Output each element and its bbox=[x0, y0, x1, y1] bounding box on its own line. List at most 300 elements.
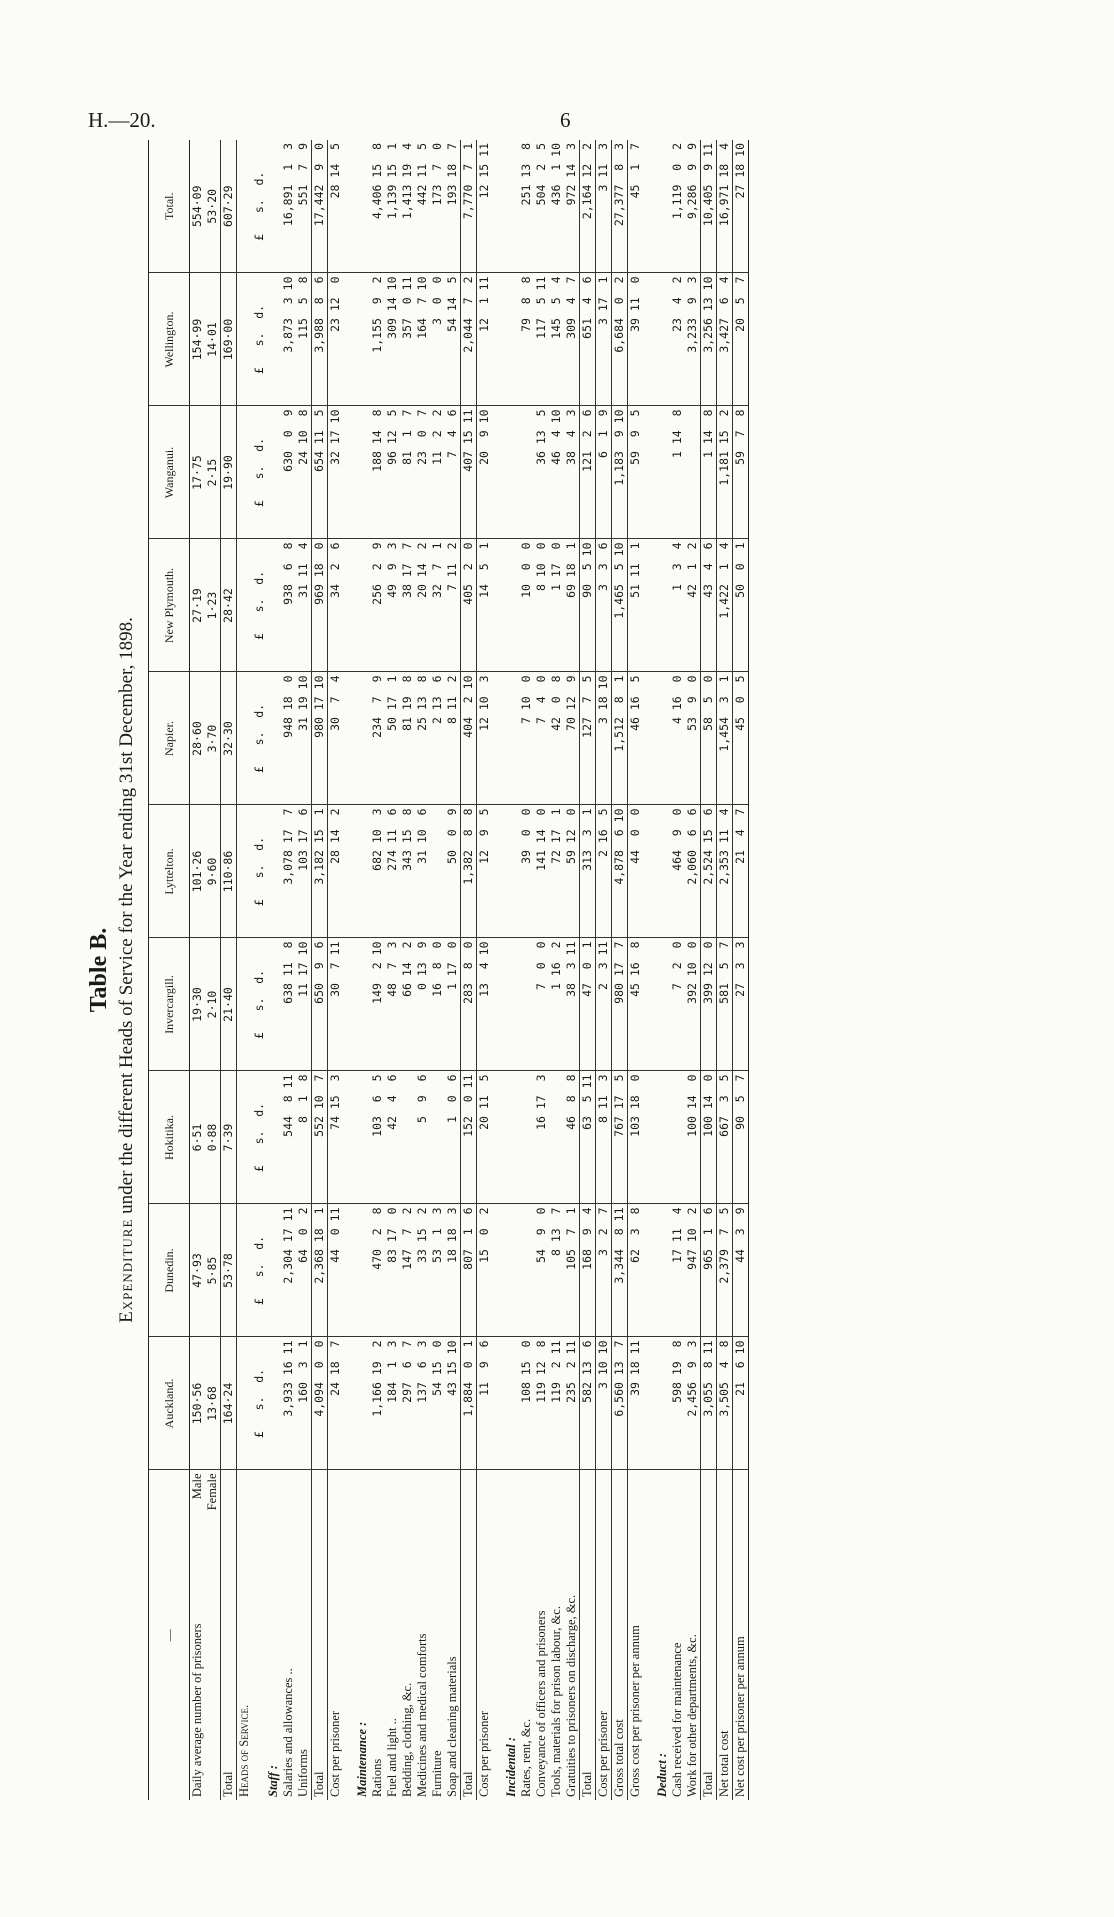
col-header: New Plymouth. bbox=[149, 539, 190, 672]
empty-cell bbox=[266, 672, 281, 805]
value-cell: 938 6 8 bbox=[281, 539, 296, 672]
value-cell: 43 15 10 bbox=[445, 1337, 461, 1470]
empty-cell bbox=[655, 140, 670, 273]
value-cell: 1 17 0 bbox=[445, 938, 461, 1071]
value-cell bbox=[400, 1071, 415, 1204]
value-cell: 28 14 2 bbox=[328, 805, 344, 938]
empty-cell bbox=[355, 140, 370, 273]
value-cell: 47 0 1 bbox=[580, 938, 596, 1071]
value-cell: 7 10 0 bbox=[519, 672, 534, 805]
value-cell: 3,505 4 8 bbox=[717, 1337, 733, 1470]
value-cell: 46 16 5 bbox=[628, 672, 644, 805]
col-header: Napier. bbox=[149, 672, 190, 805]
value-cell: 3 2 7 bbox=[596, 1204, 612, 1337]
row-net-per-prisoner-label: Net cost per prisoner per annum bbox=[733, 1470, 749, 1800]
value-cell: 3,055 8 11 bbox=[701, 1337, 717, 1470]
value-cell: 8 13 7 bbox=[549, 1204, 564, 1337]
value-cell: 32 7 1 bbox=[430, 539, 445, 672]
value-cell: 1,155 9 2 bbox=[370, 273, 385, 406]
value-cell: 30 7 11 bbox=[328, 938, 344, 1071]
value-cell: 44 0 11 bbox=[328, 1204, 344, 1337]
value-cell: 24 18 7 bbox=[328, 1337, 344, 1470]
rotated-table-page bbox=[82, 140, 1062, 1800]
value-cell: 598 19 8 bbox=[670, 1337, 685, 1470]
subtitle-prefix: Expenditure bbox=[116, 1218, 137, 1323]
value-cell: 62 3 8 bbox=[628, 1204, 644, 1337]
value-cell: 1 0 6 bbox=[445, 1071, 461, 1204]
value-cell: 251 13 8 bbox=[519, 140, 534, 273]
row-medicines bbox=[415, 140, 430, 1800]
value-cell: 313 3 1 bbox=[580, 805, 596, 938]
row-conveyance-label: Conveyance of officers and prisoners bbox=[534, 1610, 548, 1797]
spacer-cell bbox=[492, 938, 504, 1071]
col-header: Invercargill. bbox=[149, 938, 190, 1071]
row-rations bbox=[370, 140, 385, 1800]
value-cell: 3,344 8 11 bbox=[612, 1204, 628, 1337]
value-cell: 53·78 bbox=[221, 1204, 237, 1337]
row-gross-total bbox=[612, 140, 628, 1800]
value-cell: 581 5 7 bbox=[717, 938, 733, 1071]
units-cell: £ s. d. bbox=[252, 406, 266, 539]
empty-cell bbox=[266, 1204, 281, 1337]
row-deduct-total bbox=[701, 140, 717, 1800]
value-cell bbox=[549, 1071, 564, 1204]
value-cell bbox=[519, 1071, 534, 1204]
value-cell: 2·15 bbox=[205, 406, 221, 539]
value-cell: 121 2 6 bbox=[580, 406, 596, 539]
value-cell: 90 5 7 bbox=[733, 1071, 749, 1204]
value-cell: 193 18 7 bbox=[445, 140, 461, 273]
value-cell: 1 14 8 bbox=[701, 406, 717, 539]
spacer-cell bbox=[643, 273, 655, 406]
value-cell: 582 13 6 bbox=[580, 1337, 596, 1470]
value-cell: 66 14 2 bbox=[400, 938, 415, 1071]
value-cell: 3 3 6 bbox=[596, 539, 612, 672]
spacer-cell bbox=[492, 273, 504, 406]
value-cell: 1,166 19 2 bbox=[370, 1337, 385, 1470]
value-cell: 50 0 1 bbox=[733, 539, 749, 672]
value-cell: 53 1 3 bbox=[430, 1204, 445, 1337]
spacer-cell bbox=[343, 1204, 355, 1337]
row-furniture-label: Furniture bbox=[430, 1750, 444, 1797]
row-rations-label: Rations bbox=[370, 1758, 384, 1797]
value-cell: 3,933 16 11 bbox=[281, 1337, 296, 1470]
value-cell: 69 18 1 bbox=[564, 539, 580, 672]
value-cell: 2 13 6 bbox=[430, 672, 445, 805]
value-cell: 399 12 0 bbox=[701, 938, 717, 1071]
value-cell: 150·56 bbox=[190, 1337, 206, 1470]
value-cell: 42 4 6 bbox=[385, 1071, 400, 1204]
spacer-row bbox=[643, 140, 655, 1800]
spacer-cell bbox=[643, 938, 655, 1071]
empty-cell bbox=[237, 1204, 253, 1337]
value-cell: 1,119 0 2 bbox=[670, 140, 685, 273]
value-cell: 70 12 9 bbox=[564, 672, 580, 805]
empty-cell bbox=[237, 938, 253, 1071]
value-cell: 464 9 0 bbox=[670, 805, 685, 938]
value-cell: 45 16 8 bbox=[628, 938, 644, 1071]
row-female-label: Female bbox=[205, 1473, 219, 1511]
value-cell: 651 4 6 bbox=[580, 273, 596, 406]
value-cell: 357 0 11 bbox=[400, 273, 415, 406]
value-cell: 544 8 11 bbox=[281, 1071, 296, 1204]
value-cell: 12 15 11 bbox=[477, 140, 493, 273]
row-heads-of-service bbox=[237, 140, 253, 1800]
value-cell: 54 14 5 bbox=[445, 273, 461, 406]
value-cell: 42 1 2 bbox=[685, 539, 701, 672]
value-cell: 12 1 11 bbox=[477, 273, 493, 406]
value-cell: 407 15 11 bbox=[461, 406, 477, 539]
value-cell: 8 11 3 bbox=[596, 1071, 612, 1204]
row-gross-per-prisoner-label: Gross cost per prisoner per annum bbox=[628, 1625, 642, 1797]
value-cell: 3,427 6 4 bbox=[717, 273, 733, 406]
value-cell: 2,524 15 6 bbox=[701, 805, 717, 938]
value-cell: 3,078 17 7 bbox=[281, 805, 296, 938]
empty-cell bbox=[504, 406, 519, 539]
row-work-other-depts-label: Work for other departments, &c. bbox=[685, 1634, 699, 1797]
value-cell: 2,044 7 2 bbox=[461, 273, 477, 406]
row-net-total bbox=[717, 140, 733, 1800]
value-cell: 2,060 6 6 bbox=[685, 805, 701, 938]
value-cell: 149 2 10 bbox=[370, 938, 385, 1071]
row-salaries bbox=[281, 140, 296, 1800]
empty-cell bbox=[266, 273, 281, 406]
units-cell: £ s. d. bbox=[252, 273, 266, 406]
value-cell: 405 2 0 bbox=[461, 539, 477, 672]
row-maintenance-cost-per-prisoner bbox=[477, 140, 493, 1800]
value-cell: 3 10 10 bbox=[596, 1337, 612, 1470]
value-cell: 39 0 0 bbox=[519, 805, 534, 938]
value-cell: 309 4 7 bbox=[564, 273, 580, 406]
value-cell: 1·23 bbox=[205, 539, 221, 672]
value-cell: 51 11 1 bbox=[628, 539, 644, 672]
row-staff-heading bbox=[266, 140, 281, 1800]
value-cell: 1,465 5 10 bbox=[612, 539, 628, 672]
value-cell: 36 13 5 bbox=[534, 406, 549, 539]
header-row bbox=[149, 140, 190, 1800]
value-cell bbox=[519, 406, 534, 539]
value-cell: 27 3 3 bbox=[733, 938, 749, 1071]
row-incidental-heading bbox=[504, 140, 519, 1800]
spacer-cell bbox=[492, 140, 504, 273]
value-cell: 64 0 2 bbox=[296, 1204, 312, 1337]
units-cell: £ s. d. bbox=[252, 140, 266, 273]
units-cell: £ s. d. bbox=[252, 938, 266, 1071]
spacer-cell bbox=[343, 1337, 355, 1470]
value-cell: 38 17 7 bbox=[400, 539, 415, 672]
value-cell: 343 15 8 bbox=[400, 805, 415, 938]
empty-cell bbox=[266, 1071, 281, 1204]
empty-cell bbox=[504, 1071, 519, 1204]
value-cell: 28 14 5 bbox=[328, 140, 344, 273]
value-cell: 50 0 9 bbox=[445, 805, 461, 938]
row-work-other-depts bbox=[685, 140, 701, 1800]
value-cell: 54 15 0 bbox=[430, 1337, 445, 1470]
value-cell: 46 8 8 bbox=[564, 1071, 580, 1204]
value-cell: 53 9 0 bbox=[685, 672, 701, 805]
row-incidental-cost-per-prisoner bbox=[596, 140, 612, 1800]
empty-cell bbox=[504, 672, 519, 805]
value-cell: 154·99 bbox=[190, 273, 206, 406]
value-cell: 47·93 bbox=[190, 1204, 206, 1337]
value-cell: 21·40 bbox=[221, 938, 237, 1071]
value-cell: 980 17 7 bbox=[612, 938, 628, 1071]
value-cell: 11 9 6 bbox=[477, 1337, 493, 1470]
value-cell: 164·24 bbox=[221, 1337, 237, 1470]
row-conveyance bbox=[534, 140, 549, 1800]
value-cell: 8 10 0 bbox=[534, 539, 549, 672]
row-staff-total bbox=[312, 140, 328, 1800]
row-maintenance-total bbox=[461, 140, 477, 1800]
empty-cell bbox=[355, 406, 370, 539]
value-cell: 110·86 bbox=[221, 805, 237, 938]
value-cell: 7 4 0 bbox=[534, 672, 549, 805]
value-cell: 234 7 9 bbox=[370, 672, 385, 805]
value-cell: 152 0 11 bbox=[461, 1071, 477, 1204]
value-cell: 28·60 bbox=[190, 672, 206, 805]
spacer-cell bbox=[643, 1470, 655, 1800]
empty-cell bbox=[655, 938, 670, 1071]
value-cell: 12 9 5 bbox=[477, 805, 493, 938]
value-cell: 23 4 2 bbox=[670, 273, 685, 406]
value-cell: 8 11 2 bbox=[445, 672, 461, 805]
empty-cell bbox=[237, 1337, 253, 1470]
row-staff-heading-label: Staff : bbox=[266, 1764, 280, 1797]
value-cell: 969 18 0 bbox=[312, 539, 328, 672]
value-cell: 39 18 11 bbox=[628, 1337, 644, 1470]
row-soap-label: Soap and cleaning materials bbox=[445, 1656, 459, 1797]
spacer-cell bbox=[343, 273, 355, 406]
value-cell: 235 2 11 bbox=[564, 1337, 580, 1470]
value-cell: 4,878 6 10 bbox=[612, 805, 628, 938]
value-cell: 119 2 11 bbox=[549, 1337, 564, 1470]
value-cell: 20 9 10 bbox=[477, 406, 493, 539]
value-cell: 667 3 5 bbox=[717, 1071, 733, 1204]
value-cell: 117 5 11 bbox=[534, 273, 549, 406]
value-cell: 21 4 7 bbox=[733, 805, 749, 938]
value-cell: 31 19 10 bbox=[296, 672, 312, 805]
value-cell: 45 1 7 bbox=[628, 140, 644, 273]
value-cell: 552 10 7 bbox=[312, 1071, 328, 1204]
page-number: 6 bbox=[560, 108, 571, 132]
table-subtitle bbox=[116, 140, 148, 1800]
row-net-total-label: Net total cost bbox=[717, 1470, 733, 1800]
empty-cell bbox=[266, 539, 281, 672]
units-cell: £ s. d. bbox=[252, 1071, 266, 1204]
spacer-row bbox=[492, 140, 504, 1800]
spacer-cell bbox=[492, 539, 504, 672]
value-cell: 15 0 2 bbox=[477, 1204, 493, 1337]
value-cell: 5 9 6 bbox=[415, 1071, 430, 1204]
value-cell: 32 17 10 bbox=[328, 406, 344, 539]
row-soap bbox=[445, 140, 461, 1800]
value-cell: 1,181 15 2 bbox=[717, 406, 733, 539]
subtitle-rest: under the different Heads of Service for the Year ending 31st December, 1898. bbox=[116, 617, 137, 1219]
row-staff-cost-per-prisoner-label: Cost per prisoner bbox=[328, 1710, 342, 1797]
spacer-cell bbox=[643, 805, 655, 938]
value-cell: 21 6 10 bbox=[733, 1337, 749, 1470]
empty-cell bbox=[266, 140, 281, 273]
spacer-cell bbox=[343, 140, 355, 273]
value-cell: 39 11 0 bbox=[628, 273, 644, 406]
value-cell: 10,405 9 11 bbox=[701, 140, 717, 273]
empty-cell bbox=[266, 805, 281, 938]
value-cell: 1,413 19 4 bbox=[400, 140, 415, 273]
value-cell: 23 0 7 bbox=[415, 406, 430, 539]
row-net-per-prisoner bbox=[733, 140, 749, 1800]
units-label-cell bbox=[252, 1470, 266, 1800]
spacer-cell bbox=[643, 1071, 655, 1204]
row-deduct-heading-label: Deduct : bbox=[655, 1752, 669, 1797]
value-cell: 50 17 1 bbox=[385, 672, 400, 805]
value-cell: 19·30 bbox=[190, 938, 206, 1071]
spacer-cell bbox=[492, 805, 504, 938]
empty-cell bbox=[504, 140, 519, 273]
value-cell: 53·20 bbox=[205, 140, 221, 273]
value-cell: 103 17 6 bbox=[296, 805, 312, 938]
value-cell: 470 2 8 bbox=[370, 1204, 385, 1337]
value-cell: 607·29 bbox=[221, 140, 237, 273]
row-deduct-total-label: Total bbox=[701, 1470, 717, 1800]
empty-cell bbox=[355, 1204, 370, 1337]
col-header: Hokitika. bbox=[149, 1071, 190, 1204]
value-cell: 12 10 3 bbox=[477, 672, 493, 805]
row-gross-per-prisoner bbox=[628, 140, 644, 1800]
value-cell: 17,442 9 0 bbox=[312, 140, 328, 273]
row-furniture bbox=[430, 140, 445, 1800]
value-cell: 6,684 0 2 bbox=[612, 273, 628, 406]
spacer-cell bbox=[492, 1204, 504, 1337]
row-incidental-heading-label: Incidental : bbox=[504, 1736, 518, 1797]
value-cell: 1,454 3 1 bbox=[717, 672, 733, 805]
spacer-cell bbox=[643, 406, 655, 539]
value-cell: 59 12 0 bbox=[564, 805, 580, 938]
value-cell: 101·26 bbox=[190, 805, 206, 938]
value-cell: 14 5 1 bbox=[477, 539, 493, 672]
value-cell: 1,139 15 1 bbox=[385, 140, 400, 273]
value-cell: 20 5 7 bbox=[733, 273, 749, 406]
value-cell: 972 14 3 bbox=[564, 140, 580, 273]
value-cell: 58 5 0 bbox=[701, 672, 717, 805]
value-cell: 27·19 bbox=[190, 539, 206, 672]
value-cell: 20 14 2 bbox=[415, 539, 430, 672]
value-cell: 127 7 5 bbox=[580, 672, 596, 805]
value-cell: 630 0 9 bbox=[281, 406, 296, 539]
page-header-reference: H.—20. bbox=[88, 108, 156, 132]
value-cell: 72 17 1 bbox=[549, 805, 564, 938]
value-cell: 8 1 8 bbox=[296, 1071, 312, 1204]
row-staff-total-label: Total bbox=[312, 1470, 328, 1800]
value-cell: 2,368 18 1 bbox=[312, 1204, 328, 1337]
value-cell: 442 11 5 bbox=[415, 140, 430, 273]
empty-cell bbox=[266, 1337, 281, 1470]
value-cell: 0 13 9 bbox=[415, 938, 430, 1071]
value-cell: 6 1 9 bbox=[596, 406, 612, 539]
value-cell: 3,182 15 1 bbox=[312, 805, 328, 938]
row-gratuities bbox=[564, 140, 580, 1800]
empty-cell bbox=[655, 539, 670, 672]
value-cell: 34 2 6 bbox=[328, 539, 344, 672]
row-cash-received-label: Cash received for maintenance bbox=[670, 1642, 684, 1797]
value-cell: 1,183 9 10 bbox=[612, 406, 628, 539]
value-cell: 7 0 0 bbox=[534, 938, 549, 1071]
empty-cell bbox=[655, 1337, 670, 1470]
value-cell: 42 0 8 bbox=[549, 672, 564, 805]
value-cell: 137 6 3 bbox=[415, 1337, 430, 1470]
value-cell: 1,512 8 1 bbox=[612, 672, 628, 805]
value-cell: 1,382 8 8 bbox=[461, 805, 477, 938]
value-cell: 11 17 10 bbox=[296, 938, 312, 1071]
empty-cell bbox=[355, 273, 370, 406]
value-cell: 44 0 0 bbox=[628, 805, 644, 938]
male-label: Male bbox=[190, 1473, 204, 1500]
value-cell: 16 17 3 bbox=[534, 1071, 549, 1204]
spacer-cell bbox=[643, 672, 655, 805]
spacer-cell bbox=[492, 406, 504, 539]
value-cell: 7 11 2 bbox=[445, 539, 461, 672]
value-cell: 96 12 5 bbox=[385, 406, 400, 539]
value-cell: 160 3 1 bbox=[296, 1337, 312, 1470]
row-female bbox=[205, 140, 221, 1800]
empty-cell bbox=[655, 805, 670, 938]
value-cell bbox=[430, 805, 445, 938]
value-cell: 168 9 4 bbox=[580, 1204, 596, 1337]
value-cell: 38 3 11 bbox=[564, 938, 580, 1071]
value-cell: 13 4 10 bbox=[477, 938, 493, 1071]
value-cell: 14·01 bbox=[205, 273, 221, 406]
value-cell: 3 17 1 bbox=[596, 273, 612, 406]
value-cell: 59 7 8 bbox=[733, 406, 749, 539]
units-cell: £ s. d. bbox=[252, 672, 266, 805]
value-cell: 23 12 0 bbox=[328, 273, 344, 406]
value-cell: 947 10 2 bbox=[685, 1204, 701, 1337]
empty-cell bbox=[504, 539, 519, 672]
value-cell: 81 1 7 bbox=[400, 406, 415, 539]
empty-cell bbox=[504, 1337, 519, 1470]
value-cell: 188 14 8 bbox=[370, 406, 385, 539]
value-cell: 83 17 0 bbox=[385, 1204, 400, 1337]
value-cell: 164 7 10 bbox=[415, 273, 430, 406]
daily-average-text: Daily average number of prisoners bbox=[190, 1623, 204, 1797]
empty-cell bbox=[355, 1071, 370, 1204]
value-cell: 63 5 11 bbox=[580, 1071, 596, 1204]
value-cell: 392 10 0 bbox=[685, 938, 701, 1071]
value-cell: 105 7 1 bbox=[564, 1204, 580, 1337]
value-cell: 16 8 0 bbox=[430, 938, 445, 1071]
empty-cell bbox=[237, 1071, 253, 1204]
value-cell: 404 2 10 bbox=[461, 672, 477, 805]
value-cell: 1 16 2 bbox=[549, 938, 564, 1071]
empty-cell bbox=[355, 539, 370, 672]
spacer-cell bbox=[492, 1470, 504, 1800]
row-gross-total-label: Gross total cost bbox=[612, 1470, 628, 1800]
value-cell: 32·30 bbox=[221, 672, 237, 805]
value-cell: 297 6 7 bbox=[400, 1337, 415, 1470]
value-cell: 9,286 9 9 bbox=[685, 140, 701, 273]
value-cell bbox=[670, 1071, 685, 1204]
value-cell: 184 1 3 bbox=[385, 1337, 400, 1470]
value-cell: 4 16 0 bbox=[670, 672, 685, 805]
value-cell: 54 9 0 bbox=[534, 1204, 549, 1337]
empty-cell bbox=[504, 938, 519, 1071]
value-cell: 3,873 3 10 bbox=[281, 273, 296, 406]
value-cell: 173 7 0 bbox=[430, 140, 445, 273]
row-tools bbox=[549, 140, 564, 1800]
value-cell: 256 2 9 bbox=[370, 539, 385, 672]
value-cell: 11 2 2 bbox=[430, 406, 445, 539]
value-cell bbox=[430, 1071, 445, 1204]
row-maintenance-total-label: Total bbox=[461, 1470, 477, 1800]
